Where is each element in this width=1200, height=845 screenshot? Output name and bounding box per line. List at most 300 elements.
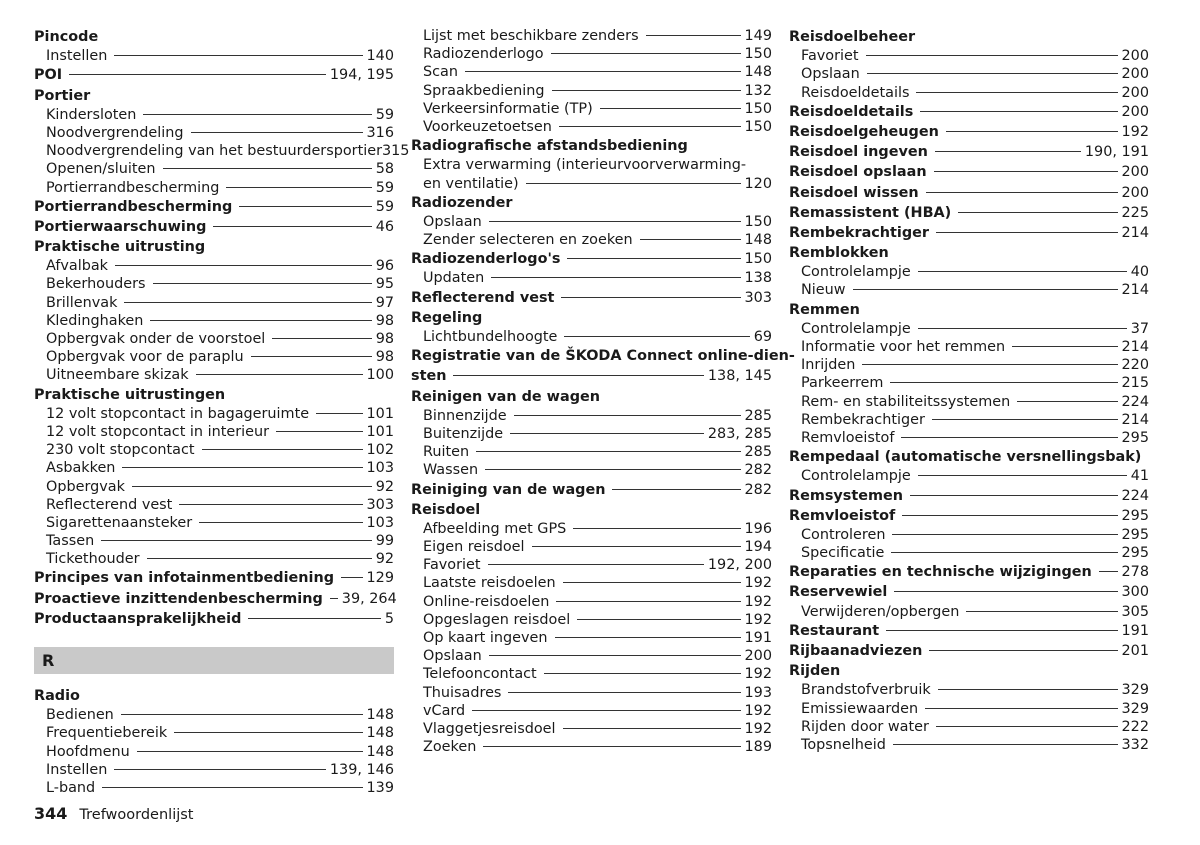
leader-line: [935, 151, 1081, 152]
page-reference: 303: [366, 496, 394, 513]
index-term: Reisdoeldetails: [789, 103, 914, 120]
leader-line: [918, 328, 1127, 329]
page-reference: 224: [1121, 487, 1149, 504]
index-term: Vlaggetjesreisdoel: [423, 720, 556, 737]
leader-line: [114, 769, 326, 770]
index-term: Rem- en stabiliteitssystemen: [801, 393, 1011, 410]
letter-heading-r: R: [34, 647, 394, 674]
index-entry: [411, 500, 772, 520]
leader-line: [115, 265, 372, 266]
leader-line: [143, 114, 371, 115]
index-term: Portier: [34, 87, 91, 104]
leader-line: [936, 726, 1118, 727]
index-entry: [789, 582, 1149, 602]
leader-line: [902, 515, 1117, 516]
index-term: sten: [411, 368, 447, 385]
index-entry: [34, 609, 394, 629]
leader-line: [532, 546, 741, 547]
index-entry: [789, 447, 1149, 467]
leader-line: [150, 320, 371, 321]
page-footer: [34, 804, 194, 823]
index-subentry: [34, 366, 394, 384]
leader-line: [202, 449, 363, 450]
page-reference: 192: [744, 575, 772, 592]
index-entry: [789, 641, 1149, 661]
page-reference: 40: [1130, 264, 1149, 281]
index-entry: [411, 193, 772, 213]
page-reference: 103: [366, 460, 394, 477]
index-subentry: [411, 231, 772, 249]
page-reference: 148: [366, 707, 394, 724]
index-entry: [34, 568, 394, 588]
leader-line: [918, 475, 1127, 476]
index-entry: [411, 366, 772, 386]
leader-line: [251, 356, 372, 357]
index-term: Laatste reisdoelen: [423, 575, 556, 592]
index-term: Openen/sluiten: [46, 161, 156, 178]
index-term: Reflecterend vest: [411, 289, 555, 306]
index-subentry: [34, 423, 394, 441]
page-reference: 283, 285: [707, 425, 772, 442]
index-term: Remvloeistof: [801, 429, 895, 446]
leader-line: [893, 744, 1118, 745]
index-term: Op kaart ingeven: [423, 630, 548, 646]
index-entry: [34, 27, 394, 47]
leader-line: [925, 708, 1117, 709]
index-subentry: [411, 461, 772, 479]
page-reference: 140: [366, 48, 394, 65]
index-entry: [789, 223, 1149, 243]
leader-line: [892, 534, 1117, 535]
index-group-p: [34, 27, 410, 629]
index-term: Reisdoel wissen: [789, 184, 919, 201]
leader-line: [555, 637, 741, 638]
index-term: Afvalbak: [46, 258, 109, 275]
index-term: Inrijden: [801, 357, 856, 374]
index-term: vCard: [423, 702, 466, 719]
index-subentry: [34, 724, 394, 742]
page-reference: 285: [744, 407, 772, 424]
leader-line: [153, 283, 372, 284]
leader-line: [886, 630, 1117, 631]
page-reference: 148: [366, 743, 394, 760]
index-subentry: [34, 257, 394, 275]
index-term: Reisdoel ingeven: [789, 144, 928, 161]
index-subentry: [411, 100, 772, 118]
leader-line: [910, 495, 1118, 496]
index-term: Remblokken: [789, 245, 889, 262]
index-subentry: [411, 407, 772, 425]
page-reference: 150: [744, 213, 772, 230]
leader-line: [213, 226, 371, 227]
index-subentry: [34, 514, 394, 532]
index-term: Telefooncontact: [423, 666, 537, 683]
page-reference: 148: [744, 232, 772, 249]
index-subentry: [411, 647, 772, 665]
leader-line: [612, 489, 740, 490]
leader-line: [640, 239, 741, 240]
index-entry: [789, 102, 1149, 122]
index-term: Extra verwarming (interieurvoorverwarming-: [423, 157, 747, 174]
leader-line: [199, 522, 362, 523]
index-entry: [411, 288, 772, 308]
page-reference: 98: [375, 349, 394, 366]
index-subentry: [789, 681, 1149, 699]
index-term: Reparaties en technische wijzigingen: [789, 564, 1092, 581]
leader-line: [147, 558, 372, 559]
index-entry: [34, 86, 394, 106]
page-reference: 200: [1121, 103, 1149, 120]
page-reference: 192: [744, 666, 772, 683]
leader-line: [239, 206, 371, 207]
index-term: Reisdoelgeheugen: [789, 123, 939, 140]
leader-line: [936, 232, 1118, 233]
index-entry: [34, 65, 394, 85]
leader-line: [483, 746, 740, 747]
page-reference: 92: [375, 551, 394, 568]
index-subentry: [411, 45, 772, 63]
leader-line: [476, 451, 740, 452]
index-term: Remassistent (HBA): [789, 204, 952, 221]
index-term: Remmen: [789, 301, 860, 318]
index-subentry: [789, 718, 1149, 736]
index-entry: [789, 203, 1149, 223]
index-subentry: [411, 425, 772, 443]
index-subentry: [789, 281, 1149, 299]
page-reference: 189: [744, 739, 772, 756]
index-subentry: [411, 63, 772, 81]
index-term: Restaurant: [789, 622, 880, 639]
index-term: Rijden: [789, 663, 841, 680]
leader-line: [966, 611, 1117, 612]
page-reference: 329: [1121, 700, 1149, 717]
index-term: Uitneembare skizak: [46, 367, 189, 384]
index-term: Rembekrachtiger: [801, 411, 925, 428]
index-term: Radio: [34, 688, 80, 704]
index-subentry: [34, 459, 394, 477]
leader-line: [526, 183, 741, 184]
page-reference: 190, 191: [1084, 144, 1149, 161]
index-term: Instellen: [46, 48, 108, 65]
leader-line: [453, 375, 703, 376]
index-subentry: [411, 269, 772, 287]
index-term: Controleren: [801, 526, 886, 543]
index-term: Favoriet: [423, 557, 481, 574]
leader-line: [916, 92, 1117, 93]
page-reference: 92: [375, 478, 394, 495]
index-term: Frequentiebereik: [46, 725, 168, 742]
leader-line: [646, 35, 741, 36]
index-entry: [411, 136, 772, 156]
leader-line: [918, 271, 1127, 272]
index-term: Reinigen van de wagen: [411, 388, 600, 405]
page-reference: 224: [1121, 393, 1149, 410]
leader-line: [934, 171, 1118, 172]
page-reference: 59: [375, 106, 394, 123]
index-term: Bekerhouders: [46, 276, 146, 293]
page-reference: 200: [1121, 48, 1149, 65]
leader-line: [122, 467, 362, 468]
leader-line: [567, 258, 740, 259]
page-reference: 315: [382, 143, 410, 160]
leader-line: [248, 618, 380, 619]
page-reference: 59: [375, 198, 394, 215]
leader-line: [926, 192, 1118, 193]
index-term: Emissiewaarden: [801, 700, 919, 717]
index-subentry: [411, 213, 772, 231]
index-subentry: [789, 65, 1149, 83]
leader-line: [1017, 401, 1117, 402]
page-reference: 214: [1121, 411, 1149, 428]
index-term: Rembekrachtiger: [789, 224, 930, 241]
index-term: Reflecterend vest: [46, 496, 173, 513]
index-subentry: [34, 706, 394, 724]
index-group-r: [34, 686, 394, 797]
index-term: Remvloeistof: [789, 507, 896, 524]
index-subentry: [34, 779, 394, 797]
index-entry: [411, 249, 772, 269]
index-term: Opbergvak voor de paraplu: [46, 349, 244, 366]
index-term: Principes van infotainmentbediening: [34, 570, 335, 587]
index-term: Brillenvak: [46, 294, 118, 311]
leader-line: [563, 728, 741, 729]
page-reference: 193: [744, 684, 772, 701]
leader-line: [890, 382, 1117, 383]
leader-line: [191, 132, 363, 133]
leader-line: [472, 710, 740, 711]
index-subentry: [411, 27, 772, 45]
index-entry: [34, 686, 394, 706]
index-subentry: [789, 736, 1149, 754]
leader-line: [163, 168, 372, 169]
page-reference: 329: [1121, 682, 1149, 699]
leader-line: [1012, 346, 1117, 347]
page-reference: 149: [744, 28, 772, 44]
index-term: Eigen reisdoel: [423, 539, 525, 556]
index-term: 230 volt stopcontact: [46, 442, 195, 459]
index-term: Online-reisdoelen: [423, 593, 550, 610]
page-reference: 103: [366, 514, 394, 531]
index-term: Praktische uitrustingen: [34, 386, 226, 403]
page-reference: 200: [1121, 164, 1149, 181]
index-subentry: [411, 720, 772, 738]
index-subentry: [411, 538, 772, 556]
page-reference: 139: [366, 779, 394, 796]
index-term: Opslaan: [423, 648, 482, 665]
page-reference: 192: [744, 593, 772, 610]
leader-line: [1099, 571, 1118, 572]
index-term: Parkeerrem: [801, 375, 884, 392]
leader-line: [196, 374, 363, 375]
page-reference: 97: [375, 294, 394, 311]
leader-line: [894, 591, 1117, 592]
index-entry: [789, 122, 1149, 142]
index-term: Sigarettenaansteker: [46, 514, 193, 531]
page-reference: 150: [744, 100, 772, 117]
index-term: Kindersloten: [46, 106, 137, 123]
index-subentry: [34, 441, 394, 459]
page-reference: 295: [1121, 545, 1149, 562]
index-subentry: [411, 684, 772, 702]
leader-line: [114, 55, 362, 56]
index-term: Noodvergrendeling van het bestuurdersportier: [46, 143, 382, 160]
leader-line: [137, 751, 363, 752]
page-reference: 5: [384, 610, 394, 627]
index-subentry: [789, 700, 1149, 718]
page-reference: 101: [366, 423, 394, 440]
page-reference: 58: [375, 161, 394, 178]
index-term: Zender selecteren en zoeken: [423, 232, 633, 249]
leader-line: [600, 108, 741, 109]
page-reference: 150: [744, 46, 772, 63]
leader-line: [563, 582, 741, 583]
page-reference: 129: [366, 570, 394, 587]
index-entry: [411, 480, 772, 500]
index-subentry: [34, 47, 394, 65]
page-reference: 100: [366, 367, 394, 384]
index-subentry: [789, 338, 1149, 356]
page-reference: 214: [1121, 224, 1149, 241]
index-term: Afbeelding met GPS: [423, 520, 567, 537]
page-reference: 201: [1121, 643, 1149, 659]
leader-line: [559, 126, 741, 127]
index-column-3: [789, 27, 1149, 754]
page-reference: 99: [375, 533, 394, 550]
index-term: Rijbaanadviezen: [789, 643, 923, 659]
page-reference: 194: [744, 539, 772, 556]
index-term: Updaten: [423, 270, 485, 287]
index-subentry: [789, 356, 1149, 374]
leader-line: [489, 655, 741, 656]
leader-line: [491, 277, 740, 278]
index-entry: [789, 661, 1149, 681]
index-term: Praktische uitrusting: [34, 239, 206, 256]
leader-line: [901, 437, 1117, 438]
index-entry: [789, 562, 1149, 582]
index-term: Reservewiel: [789, 584, 888, 601]
page-reference: 196: [744, 520, 772, 537]
leader-line: [102, 787, 362, 788]
leader-line: [101, 540, 371, 541]
index-subentry: [34, 330, 394, 348]
page-reference: 278: [1121, 564, 1149, 581]
page-reference: 200: [1121, 184, 1149, 201]
index-subentry: [789, 429, 1149, 447]
index-entry: [789, 162, 1149, 182]
index-term: Voorkeuzetoetsen: [423, 118, 552, 135]
index-subentry: [411, 443, 772, 461]
page-reference: 200: [744, 648, 772, 665]
index-entry: [411, 346, 795, 366]
page-reference: 98: [375, 312, 394, 329]
leader-line: [938, 689, 1118, 690]
page-reference: 194, 195: [329, 67, 394, 84]
leader-line: [510, 433, 704, 434]
page-reference: 282: [744, 462, 772, 479]
index-term: Thuisadres: [423, 684, 502, 701]
index-term: Noodvergrendeling: [46, 124, 184, 141]
leader-line: [577, 619, 740, 620]
page-reference: 214: [1121, 282, 1149, 299]
leader-line: [891, 552, 1117, 553]
index-subentry: [411, 738, 772, 756]
index-subentry: [34, 294, 394, 312]
index-term: Binnenzijde: [423, 407, 507, 424]
page-reference: 295: [1121, 507, 1149, 524]
leader-line: [226, 187, 371, 188]
page-reference: 214: [1121, 339, 1149, 355]
index-term: Portierrandbescherming: [34, 198, 233, 215]
index-subentry: [34, 160, 394, 178]
index-term: Lijst met beschikbare zenders: [423, 28, 639, 44]
index-subentry: [789, 411, 1149, 429]
page-reference: 192: [1121, 123, 1149, 140]
index-subentry: [34, 761, 394, 779]
index-subentry: [411, 175, 772, 193]
index-term: Reisdoel: [411, 501, 481, 518]
index-term: Verwijderen/opbergen: [801, 603, 960, 620]
page-reference: 101: [366, 405, 394, 422]
leader-line: [488, 564, 704, 565]
index-subentry: [34, 179, 394, 197]
index-term: Spraakbediening: [423, 82, 545, 99]
index-entry: [789, 243, 1149, 263]
leader-line: [489, 221, 741, 222]
page-reference: 192: [744, 720, 772, 737]
index-subentry: [34, 550, 394, 568]
index-entry: [789, 506, 1149, 526]
index-term: 12 volt stopcontact in interieur: [46, 423, 270, 440]
index-entry: [34, 217, 394, 237]
index-subentry: [34, 312, 394, 330]
index-subentry: [411, 665, 772, 683]
index-term: Informatie voor het remmen: [801, 339, 1006, 355]
page-reference: 300: [1121, 584, 1149, 601]
index-entry: [34, 589, 397, 609]
index-term: Portierrandbescherming: [46, 179, 220, 196]
index-entry: [789, 27, 1149, 47]
leader-line: [544, 673, 741, 674]
leader-line: [564, 336, 749, 337]
leader-line: [272, 338, 371, 339]
page-reference: 295: [1121, 429, 1149, 446]
page-reference: 59: [375, 179, 394, 196]
leader-line: [573, 528, 740, 529]
index-subentry: [411, 593, 772, 611]
index-subentry: [411, 118, 772, 136]
index-term: Opbergvak onder de voorstoel: [46, 331, 266, 347]
page-reference: 102: [366, 442, 394, 459]
index-term: Reisdoel opslaan: [789, 164, 927, 181]
leader-line: [330, 598, 338, 599]
index-term: Hoofdmenu: [46, 743, 130, 760]
index-term: Radiozender: [411, 194, 513, 211]
index-subentry: [34, 743, 394, 761]
index-term: Opbergvak: [46, 478, 125, 495]
leader-line: [853, 289, 1118, 290]
index-term: Opgeslagen reisdoel: [423, 611, 571, 628]
index-term: Favoriet: [801, 48, 859, 65]
index-term: Kledinghaken: [46, 312, 144, 329]
page-reference: 225: [1121, 204, 1149, 221]
page-reference: 295: [1121, 526, 1149, 543]
index-subentry: [789, 544, 1149, 562]
index-term: Tickethouder: [46, 551, 140, 568]
page-reference: 222: [1121, 718, 1149, 735]
index-term: Remsystemen: [789, 487, 903, 504]
index-term: Tassen: [46, 533, 95, 550]
page-reference: 96: [375, 258, 394, 275]
